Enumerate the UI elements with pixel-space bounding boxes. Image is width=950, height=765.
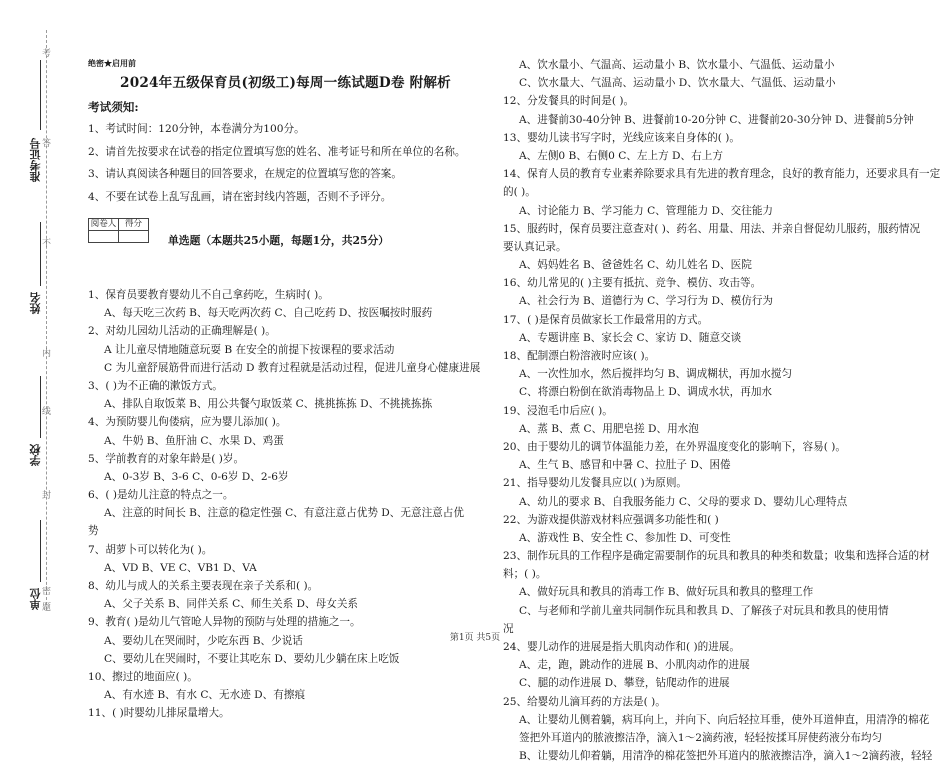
answer-options: C、要幼儿在哭闹时，不要让其吃东 D、要幼儿少躺在床上吃饭	[104, 652, 400, 665]
margin-mark-da: 答	[42, 139, 52, 149]
reviewer-cell: 阅卷人	[89, 219, 119, 231]
answer-options: C、腿的动作进展 D、攀登，钻爬动作的进展	[519, 677, 730, 690]
question-line: 23、制作玩具的工作程序是确定需要制作的玩具和教具的种类和数量；收集和选择合适的材	[503, 550, 930, 563]
answer-options: C、饮水量大、气温高、运动量小 D、饮水量大、气温低、运动量小	[519, 77, 836, 90]
margin-mark-feng: 封	[42, 491, 52, 501]
section-title: 单选题（本题共25小题，每题1分，共25分）	[168, 234, 390, 247]
answer-options: C、与老师和学前儿童共同制作玩具和教具 D、了解孩子对玩具和教具的使用情	[519, 604, 889, 617]
answer-options: A、游戏性 B、安全性 C、参加性 D、可变性	[519, 531, 731, 544]
question-line: 13、婴幼儿读书写字时，光线应该来自身体的( )。	[503, 131, 740, 144]
right-question-list	[503, 56, 941, 765]
exam-id-underline	[40, 60, 41, 130]
answer-options: A、一次性加水，然后搅拌均匀 B、调成糊状，再加水搅匀	[519, 368, 793, 381]
answer-options: A、专题讲座 B、家长会 C、家访 D、随意交谈	[519, 331, 742, 344]
answer-options: B、让婴幼儿仰着躺，用清净的棉花签把外耳道内的脓液擦洁净，滴入1～2滴药液，轻轻	[519, 750, 933, 763]
question-line: 11、( )时婴幼儿排尿量增大。	[88, 707, 230, 720]
school-underline	[40, 376, 41, 438]
answer-options: 签把外耳道内的脓液擦洁净，滴入1～2滴药液，轻轻按揉耳屏使药液分布均匀	[519, 731, 883, 744]
question-line: 况	[503, 622, 514, 635]
margin-mark-top: 考	[42, 49, 52, 59]
school-text: 学校	[29, 444, 42, 466]
question-line: 22、为游戏提供游戏材料应强调多功能性和( )	[503, 513, 719, 526]
notice-item: 4、不要在试卷上乱写乱画，请在密封线内答题，否则不予评分。	[88, 190, 392, 203]
answer-options: A 让儿童尽情地随意玩耍 B 在安全的前提下按课程的要求活动	[104, 343, 395, 356]
answer-options: A、做好玩具和教具的消毒工作 B、做好玩具和教具的整理工作	[519, 586, 814, 599]
answer-options: C、将漂白粉倒在欲消毒物品上 D、调成水状，再加水	[519, 386, 773, 399]
answer-options: A、每天吃三次药 B、每天吃两次药 C、自己吃药 D、按医嘱按时服药	[104, 307, 433, 320]
question-line: 21、指导婴幼儿发餐具应以( )为原则。	[503, 477, 688, 490]
question-line: 6、( )是幼儿注意的特点之一。	[88, 489, 234, 502]
unit-text: 单位	[29, 588, 42, 610]
score-blank[interactable]	[119, 231, 149, 243]
answer-options: A、讨论能力 B、学习能力 C、管理能力 D、交往能力	[519, 204, 774, 217]
question-line: 10、擦过的地面应( )。	[88, 670, 198, 683]
secret-mark: 绝密★启用前	[88, 58, 136, 68]
exam-id-text: 准考证号	[29, 138, 42, 182]
reviewer-blank[interactable]	[89, 231, 119, 243]
left-column	[88, 56, 483, 723]
question-line: 8、幼儿与成人的关系主要表现在亲子关系和( )。	[88, 580, 319, 592]
binding-margin	[0, 0, 72, 671]
score-cell: 得分	[119, 219, 149, 231]
score-box	[88, 218, 149, 243]
question-line: 3、( )为不正确的漱饭方式。	[88, 379, 223, 392]
section-header	[88, 216, 483, 258]
answer-options: A、妈妈姓名 B、爸爸姓名 C、幼儿姓名 D、医院	[519, 259, 752, 272]
answer-options: A、要幼儿在哭闹时，少吃东西 B、少说话	[104, 634, 303, 647]
question-line: 势	[88, 525, 99, 538]
question-line: 7、胡萝卜可以转化为( )。	[88, 543, 213, 556]
page-footer: 第1页 共5页	[449, 633, 501, 643]
answer-options: A、牛奶 B、鱼肝油 C、水果 D、鸡蛋	[104, 434, 284, 447]
margin-mark-ti: 题	[42, 603, 52, 613]
answer-options: A、走，跑，跳动作的进展 B、小肌肉动作的进展	[519, 659, 750, 672]
seal-line	[46, 30, 47, 610]
question-line: 24、婴儿动作的进展是指大肌肉动作和( )的进展。	[503, 641, 740, 653]
answer-options: A、注意的时间长 B、注意的稳定性强 C、有意注意占优势 D、无意注意占优	[104, 507, 464, 520]
question-line: 1、保育员要教育婴幼儿不自己拿药吃，生病时( )。	[88, 289, 329, 301]
answer-options: A、0-3岁 B、3-6 C、0-6岁 D、2-6岁	[104, 470, 289, 483]
answer-options: A、VD B、VE C、VB1 D、VA	[104, 561, 257, 574]
notice-heading: 考试须知:	[88, 100, 139, 114]
answer-options: A、饮水量小、气温高、运动量小 B、饮水量小、气温低、运动量小	[519, 59, 835, 71]
margin-mark-xian: 线	[42, 407, 52, 417]
answer-options: A、让婴幼儿侧着躺，病耳向上，并向下、向后轻拉耳垂，使外耳道伸直，用清净的棉花	[519, 713, 930, 726]
answer-options: A、父子关系 B、同伴关系 C、师生关系 D、母女关系	[104, 598, 359, 611]
notice-item: 3、请认真阅读各种题目的回答要求，在规定的位置填写您的答案。	[88, 168, 402, 180]
exam-title: 2024年五级保育员(初级工)每周一练试题D卷 附解析	[120, 75, 451, 91]
right-column	[503, 56, 941, 765]
spacer	[88, 258, 483, 286]
answer-options: A、幼儿的要求 B、自我服务能力 C、父母的要求 D、婴幼儿心理特点	[519, 495, 848, 508]
notice-item: 2、请首先按要求在试卷的指定位置填写您的姓名、准考证号和所在单位的名称。	[88, 145, 466, 158]
answer-options: A、生气 B、感冒和中暑 C、拉肚子 D、困倦	[519, 459, 731, 472]
answer-options: A、进餐前30-40分钟 B、进餐前10-20分钟 C、进餐前20-30分钟 D、进餐前5分钟	[519, 113, 914, 126]
question-line: 19、浸泡毛巾后应( )。	[503, 404, 613, 417]
question-line: 的( )。	[503, 186, 536, 199]
question-line: 2、对幼儿园幼儿活动的正确理解是( )。	[88, 325, 276, 338]
question-line: 16、幼儿常见的( )主要有抵抗、竞争、模仿、攻击等。	[503, 277, 762, 290]
unit-underline	[40, 520, 41, 582]
school-label	[30, 444, 44, 466]
question-line: 17、( )是保育员做家长工作最常用的方式。	[503, 313, 709, 326]
question-line: 25、给婴幼儿滴耳药的方法是( )。	[503, 695, 666, 708]
name-underline	[40, 222, 41, 286]
margin-mark-mi: 密	[42, 587, 52, 597]
answer-options: C 为儿童舒展筋骨而进行活动 D 教育过程就是活动过程，促进儿童身心健康进展	[104, 361, 481, 374]
name-label	[30, 292, 44, 314]
question-line: 12、分发餐具的时间是( )。	[503, 95, 635, 108]
margin-mark-nei: 内	[42, 349, 52, 359]
question-line: 14、保育人员的教育专业素养除要求具有先进的教育理念，良好的教育能力，还要求具有一定	[503, 168, 941, 181]
question-line: 5、学前教育的对象年龄是( )岁。	[88, 452, 245, 465]
margin-mark-bu: 不	[42, 239, 52, 249]
question-line: 20、由于婴幼儿的调节体温能力差，在外界温度变化的影响下，容易( )。	[503, 440, 846, 453]
answer-options: A、排队自取饭菜 B、用公共餐勺取饭菜 C、挑挑拣拣 D、不挑挑拣拣	[104, 398, 433, 411]
answer-options: A、社会行为 B、道德行为 C、学习行为 D、模仿行为	[519, 295, 774, 308]
question-line: 要认真记录。	[503, 240, 567, 253]
question-line: 4、为预防婴儿佝偻病，应为婴儿添加( )。	[88, 416, 287, 429]
notice-item: 1、考试时间：120分钟，本卷满分为100分。	[88, 123, 305, 135]
question-line: 15、服药时，保育员要注意查对( )、药名、用量、用法、并亲自督促幼儿服药，服药情况	[503, 222, 921, 235]
question-line: 18、配制漂白粉溶液时应该( )。	[503, 350, 656, 362]
name-text: 姓名	[29, 292, 42, 314]
question-line: 料；( )。	[503, 568, 547, 581]
left-question-list	[88, 286, 483, 723]
question-line: 9、教育( )是幼儿气管呛人异物的预防与处理的措施之一。	[88, 616, 361, 629]
answer-options: A、左侧0 B、右侧0 C、左上方 D、右上方	[519, 149, 723, 162]
answer-options: A、有水迹 B、有水 C、无水迹 D、有擦痕	[104, 689, 306, 702]
answer-options: A、蒸 B、煮 C、用肥皂搓 D、用水泡	[519, 422, 699, 435]
